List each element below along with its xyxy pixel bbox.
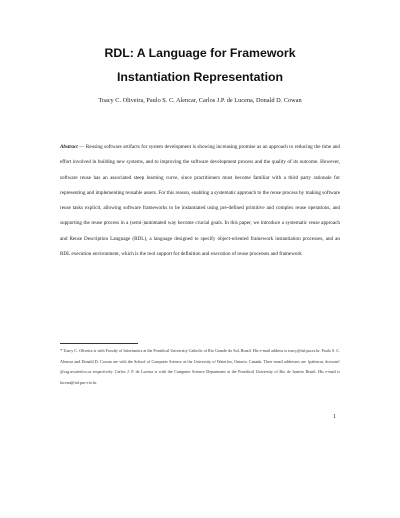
abstract-body: — Reusing software artifacts for system development is showing increasing promise as an approach to reducing the time and effort involved in building new systems, and to improving the software development process and the quality of its outcome. However, software reuse has an associated steep learning curve, since practitioners must become familiar with a third party rationale for representing and implementing reusable assets. For this reason, enabling a systematic approach to the reuse process by making software reuse tasks explicit, allowing software frameworks to be instantiated using pre-defined primitive and complex reuse operations, and supporting the reuse process in a (semi-)automated way become crucial goals. In this paper, we introduce a systematic reuse approach and Reuse Description Language (RDL), a language designed to specify object-oriented framework instantiation processes, and an RDL execution environment, which is the tool support for definition and execution of reuse processes and framework <box>60 144 340 257</box>
author-list: Toacy C. Oliveira, Paulo S. C. Alencar, Carlos J.P. de Lucena, Donald D. Cowan <box>98 97 302 104</box>
paper-title-line-1: RDL: A Language for Framework <box>104 46 296 60</box>
footnote-divider <box>60 343 138 344</box>
abstract-label: Abstract <box>60 144 78 150</box>
paper-title-line-2: Instantiation Representation <box>116 70 284 84</box>
page-number: 1 <box>333 414 336 420</box>
abstract <box>60 140 340 262</box>
footnote-text: Toacy C. Oliveira is with Faculty of Informatics at the Pontifical University Catholic of Rio Grande do Sul, Brazil. His e-mail address is toacy@inf.pucrs.br. Paulo S. C. Alencar and Donald D. Cowan are with the School of Computer Science at the University of Waterloo, Ontario, Canada. Their email addresses are {palencar, dcowan} @csg.uwaterloo.ca respectively. Carlos J. P. de Lucena is with the Computer Science Department at the Pontifical University of Rio de Janeiro Brazil. His e-mail is lucena@inf.puc-rio.br. <box>60 348 340 385</box>
footnote-marker: * <box>60 348 63 353</box>
footnote <box>60 346 340 388</box>
